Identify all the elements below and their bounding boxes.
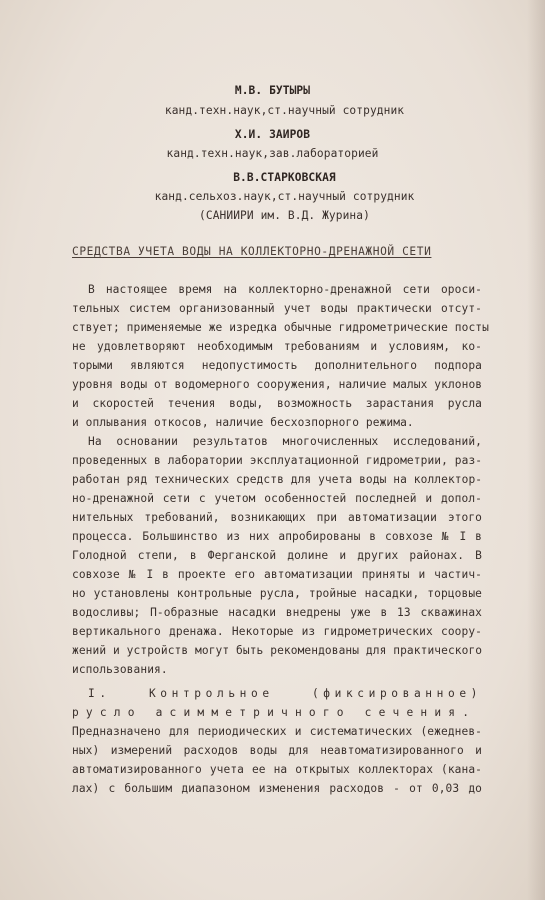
body-line: жений и устройств могут быть рекомендованы для практического (72, 644, 483, 657)
author-1-title: канд.техн.наук,ст.научный сотрудник (164, 104, 405, 117)
body-line: проведенных в лаборатории эксплуатационной гидрометрии, раз- (72, 454, 483, 467)
author-2-title: канд.техн.наук,зав.лабораторией (166, 147, 379, 160)
body-line: вертикального дренажа. Некоторые из гидрометрических соору- (72, 625, 482, 638)
section-title-line: I. Контрольное (фиксированное) (88, 687, 482, 700)
body-line: ствует; применяемые же изредка обычные гидрометрические посты (72, 321, 489, 334)
body-line: торыми являются недопустимость дополнительного подпора (72, 359, 482, 372)
body-line: не удовлетворяют необходимым требованиям и условиям, ко- (72, 340, 482, 353)
body-line: совхозе № I в проекте его автоматизации приняты и частич- (72, 568, 482, 581)
body-line: В настоящее время на коллекторно-дренажной сети ороси- (88, 283, 482, 296)
body-line: ных) измерений расходов воды для неавтоматизированного и (72, 744, 482, 757)
author-3-affiliation: (САНИИРИ им. В.Д. Журина) (199, 209, 370, 222)
author-3-title: канд.сельхоз.наук,ст.научный сотрудник (154, 190, 415, 203)
body-line: автоматизированного учета ее на открытых коллекторах (кана- (72, 763, 482, 776)
body-line: работан ряд технических средств для учета воды на коллектор- (72, 473, 483, 486)
body-line: и оплывания откосов, наличие бесхозпорного режима. (72, 416, 414, 429)
body-line: но установлены контрольные русла, тройные насадки, торцовые (72, 587, 482, 600)
author-3-name: В.В.СТАРКОВСКАЯ (233, 171, 336, 184)
body-line: лах) с большим диапазоном изменения расходов - от 0,03 до (72, 782, 482, 795)
body-line: тельных систем организованный учет воды практически отсут- (72, 302, 482, 315)
body-line: Предназначено для периодических и систематических (ежеднев- (72, 725, 482, 738)
article-heading: СРЕДСТВА УЧЕТА ВОДЫ НА КОЛЛЕКТОРНО-ДРЕНАЖНОЙ СЕТИ (72, 245, 432, 258)
body-line: использования. (72, 663, 168, 676)
body-line: На основании результатов многочисленных исследований, (88, 435, 482, 448)
body-line: процесса. Большинство из них апробированы в совхозе № I в (72, 530, 482, 543)
body-line: нительных требований, возникающих при автоматизации этого (72, 511, 482, 524)
body-line: Голодной степи, в Ферганской долине и других районах. В (72, 549, 482, 562)
body-line: и скоростей течения воды, возможность зарастания русла (72, 397, 482, 410)
author-2-name: Х.И. ЗАИРОВ (234, 128, 311, 141)
body-line: уровня воды от водомерного сооружения, наличие малых уклонов (72, 378, 483, 391)
author-1-name: М.В. БУТЫРЫ (234, 84, 311, 97)
body-line: водосливы; П-образные насадки внедрены уже в 13 скважинах (72, 606, 482, 619)
body-line: но-дренажной сети с учетом особенностей последней и допол- (72, 492, 482, 505)
section-title-line: русло асимметричного сечения. (72, 706, 477, 719)
